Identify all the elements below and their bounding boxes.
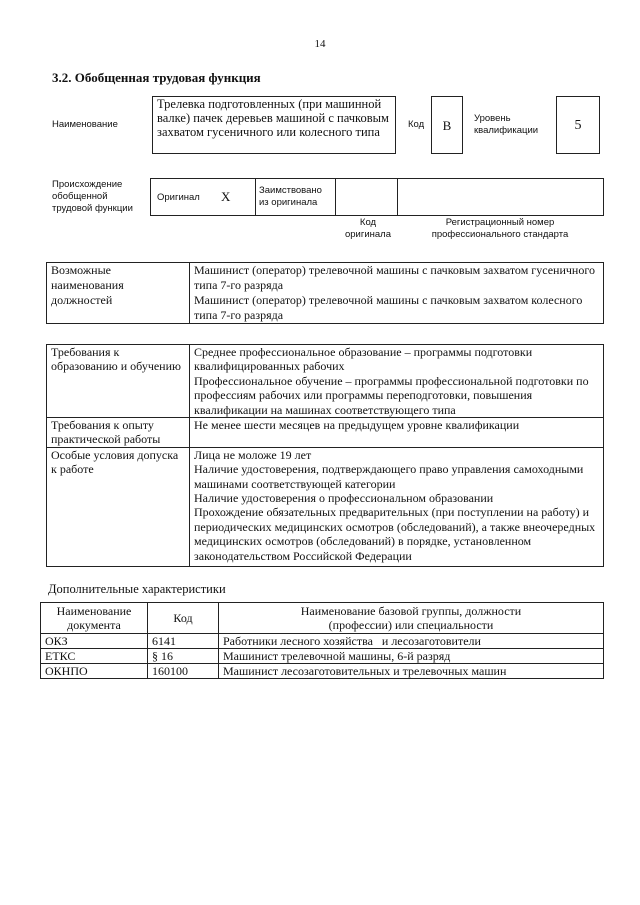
additional-header: Наименование базовой группы, должности (профессии) или специальности: [219, 603, 604, 634]
positions-cell: [190, 263, 604, 324]
additional-table: [40, 602, 604, 679]
requirement-item: Среднее профессиональное образование – программы подготовки квалифицированных рабочих: [194, 345, 533, 374]
code-value: В: [431, 96, 463, 154]
origin-original-mark: X: [221, 189, 231, 204]
level-value: 5: [556, 96, 600, 154]
level-label: Уровень квалификации: [474, 113, 539, 136]
table-cell: Работники лесного хозяйства и лесозаготовители: [219, 634, 604, 649]
table-cell: Машинист трелевочной машины, 6-й разряд: [219, 649, 604, 664]
positions-label: Возможные наименования должностей: [47, 263, 190, 324]
position-item: Машинист (оператор) трелевочной машины с пачковым захватом колесного типа 7-го разряда: [194, 293, 583, 322]
function-name-box: [152, 96, 396, 154]
table-row: [41, 649, 604, 664]
requirement-item: Прохождение обязательных предварительных (при поступлении на работу) и периодических медицинских осмотров (обследований), а также внеочередных медицинских осмотров (обследований) в порядке, установленном законодательством Российской Федерации: [194, 505, 596, 563]
positions-table: [46, 262, 604, 324]
additional-header: Наименование документа: [41, 603, 148, 634]
requirement-cell: [190, 418, 604, 448]
table-row: [41, 634, 604, 649]
table-cell: 160100: [148, 664, 219, 679]
table-cell: 6141: [148, 634, 219, 649]
origin-code-caption: Код оригинала: [344, 217, 391, 240]
additional-header: Код: [148, 603, 219, 634]
table-cell: Машинист лесозаготовительных и трелевочных машин: [219, 664, 604, 679]
table-cell: ОКЗ: [41, 634, 148, 649]
requirement-cell: [190, 345, 604, 418]
function-name-value: Трелевка подготовленных (при машинной валке) пачек деревьев машиной с пачковым захватом гусеничного или колесного типа: [157, 97, 389, 139]
table-row: [41, 664, 604, 679]
origin-label: Происхождение обобщенной трудовой функции: [52, 179, 133, 214]
table-cell: ОКНПО: [41, 664, 148, 679]
requirements-table: [46, 344, 604, 567]
requirement-item: Не менее шести месяцев на предыдущем уровне квалификации: [194, 418, 520, 433]
requirement-item: Профессиональное обучение – программы профессиональной подготовки по профессиям рабочих или программы переподготовки, повышения квалификации на машинах соответствующего типа: [194, 373, 589, 417]
additional-title: Дополнительные характеристики: [48, 582, 226, 596]
requirement-label: Требования к образованию и обучению: [47, 345, 190, 418]
origin-borrowed-label: Заимствовано из оригинала: [259, 185, 322, 208]
name-label: Наименование: [52, 119, 118, 130]
requirement-label: Требования к опыту практической работы: [47, 418, 190, 448]
table-cell: § 16: [148, 649, 219, 664]
requirement-label: Особые условия допуска к работе: [47, 447, 190, 566]
requirement-item: Лица не моложе 19 лет: [194, 447, 312, 462]
origin-reg-caption: Регистрационный номер профессионального стандарта: [431, 217, 569, 240]
requirement-item: Наличие удостоверения, подтверждающего право управления самоходными машинами соответствующей категории: [194, 462, 584, 491]
code-label: Код: [408, 119, 425, 130]
origin-original-label: Оригинал: [157, 192, 200, 203]
page-number: 14: [314, 38, 326, 50]
table-cell: ЕТКС: [41, 649, 148, 664]
section-title: 3.2. Обобщенная трудовая функция: [52, 70, 261, 85]
requirement-cell: [190, 447, 604, 566]
requirement-item: Наличие удостоверения о профессиональном образовании: [194, 491, 494, 506]
origin-table: [150, 178, 604, 216]
position-item: Машинист (оператор) трелевочной машины с пачковым захватом гусеничного типа 7-го разряда: [194, 263, 595, 292]
